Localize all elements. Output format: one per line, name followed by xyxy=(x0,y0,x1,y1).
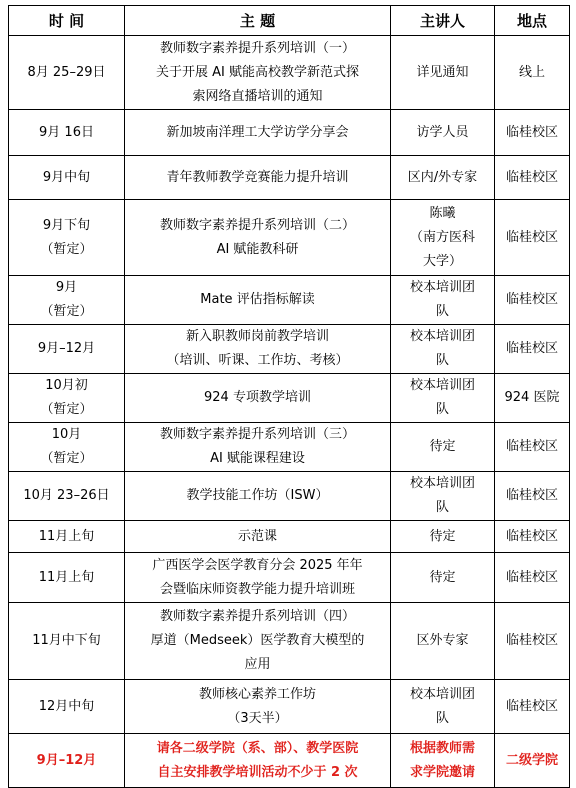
place-cell xyxy=(495,553,570,603)
topic-text: 新加坡南洋理工大学访学分享会 xyxy=(166,124,349,140)
topic-text: （培训、听课、工作坊、考核） xyxy=(166,353,349,368)
speaker-text: 待定 xyxy=(429,569,456,585)
speaker-text: 详见通知 xyxy=(416,64,469,80)
speaker-text: 区外专家 xyxy=(416,633,469,648)
place-cell xyxy=(495,156,570,200)
speaker-cell xyxy=(391,276,495,325)
place-cell xyxy=(495,200,570,276)
time-cell xyxy=(9,276,125,325)
speaker-cell xyxy=(391,680,495,734)
time-text: 10月 xyxy=(51,427,82,442)
topic-text: 924 专项教学培训 xyxy=(204,390,311,405)
speaker-text: 陈曦 xyxy=(429,205,456,221)
speaker-text: 校本培训团 xyxy=(409,329,475,344)
place-cell xyxy=(495,472,570,521)
time-cell xyxy=(9,325,125,374)
speaker-cell xyxy=(391,110,495,156)
time-text: 9月 xyxy=(55,280,78,295)
time-cell xyxy=(9,423,125,472)
table-row xyxy=(9,423,570,472)
place-cell xyxy=(495,276,570,325)
topic-cell xyxy=(125,374,391,423)
place-cell xyxy=(495,734,570,788)
time-text: （暂定） xyxy=(40,241,93,257)
topic-cell xyxy=(125,276,391,325)
speaker-cell xyxy=(391,156,495,200)
speaker-text: 校本培训团 xyxy=(409,378,475,393)
speaker-text: （南方医科 xyxy=(409,229,475,245)
topic-cell xyxy=(125,734,391,788)
place-text: 临桂校区 xyxy=(505,229,558,245)
time-text: 10月初 xyxy=(45,378,88,393)
time-cell xyxy=(9,36,125,110)
speaker-text: 校本培训团 xyxy=(409,476,475,491)
time-text: 11月上旬 xyxy=(38,569,95,585)
time-text: （暂定） xyxy=(40,304,93,319)
time-cell xyxy=(9,156,125,200)
table-row xyxy=(9,472,570,521)
time-text: 8月 25–29日 xyxy=(27,64,106,80)
time-text: 9月下旬 xyxy=(42,217,91,233)
header-time: 时 间 xyxy=(9,6,125,36)
speaker-text: 校本培训团 xyxy=(409,280,475,295)
time-text: 12月中旬 xyxy=(38,698,95,714)
table-row xyxy=(9,325,570,374)
time-cell xyxy=(9,110,125,156)
place-text: 临桂校区 xyxy=(505,488,558,503)
time-cell xyxy=(9,472,125,521)
table-row xyxy=(9,200,570,276)
topic-text: 请各二级学院（系、部）、教学医院 xyxy=(156,740,359,756)
topic-text: 教师数字素养提升系列培训（四） xyxy=(159,609,355,624)
time-cell xyxy=(9,680,125,734)
topic-text: AI 赋能教科研 xyxy=(216,241,299,257)
topic-cell xyxy=(125,680,391,734)
speaker-cell xyxy=(391,734,495,788)
speaker-text: 区内/外专家 xyxy=(407,169,478,185)
table-row xyxy=(9,734,570,788)
place-text: 二级学院 xyxy=(505,752,558,768)
time-cell xyxy=(9,200,125,276)
speaker-text: 访学人员 xyxy=(416,124,469,140)
topic-text: 应用 xyxy=(244,657,271,672)
topic-text: 厚道（Medseek）医学教育大模型的 xyxy=(150,633,365,648)
topic-text: 自主安排教学培训活动不少于 2 次 xyxy=(157,764,358,780)
place-text: 临桂校区 xyxy=(505,439,558,454)
place-text: 临桂校区 xyxy=(505,528,558,544)
place-cell xyxy=(495,110,570,156)
place-cell xyxy=(495,603,570,680)
speaker-text: 队 xyxy=(435,304,449,319)
speaker-text: 根据教师需 xyxy=(409,740,475,756)
place-text: 临桂校区 xyxy=(505,698,558,714)
topic-text: 教师数字素养提升系列培训（二） xyxy=(159,217,355,233)
speaker-cell xyxy=(391,374,495,423)
speaker-text: 队 xyxy=(435,500,449,515)
place-text: 924 医院 xyxy=(504,390,560,405)
speaker-text: 校本培训团 xyxy=(409,686,475,702)
topic-text: 教师数字素养提升系列培训（一） xyxy=(159,40,355,56)
speaker-text: 大学） xyxy=(422,253,462,269)
place-text: 临桂校区 xyxy=(505,124,558,140)
place-text: 线上 xyxy=(518,64,545,80)
topic-text: （3天半） xyxy=(227,710,288,726)
speaker-text: 队 xyxy=(435,353,449,368)
time-cell xyxy=(9,374,125,423)
topic-cell xyxy=(125,325,391,374)
speaker-cell xyxy=(391,603,495,680)
header-speaker: 主讲人 xyxy=(391,6,495,36)
time-cell xyxy=(9,603,125,680)
topic-text: 教师核心素养工作坊 xyxy=(198,686,316,702)
topic-text: 广西医学会医学教育分会 2025 年年 xyxy=(152,557,363,573)
place-text: 临桂校区 xyxy=(505,633,558,648)
topic-text: 新入职教师岗前教学培训 xyxy=(185,329,329,344)
topic-text: Mate 评估指标解读 xyxy=(200,292,315,307)
schedule-table xyxy=(8,5,570,788)
place-cell xyxy=(495,680,570,734)
speaker-cell xyxy=(391,325,495,374)
topic-text: 青年教师教学竞赛能力提升培训 xyxy=(166,169,349,185)
speaker-cell xyxy=(391,36,495,110)
place-text: 临桂校区 xyxy=(505,292,558,307)
speaker-cell xyxy=(391,200,495,276)
table-row xyxy=(9,276,570,325)
speaker-cell xyxy=(391,423,495,472)
topic-text: 关于开展 AI 赋能高校教学新范式探 xyxy=(156,64,359,80)
time-cell xyxy=(9,521,125,553)
time-text: 11月上旬 xyxy=(38,528,95,544)
time-text: （暂定） xyxy=(40,402,93,417)
place-text: 临桂校区 xyxy=(505,169,558,185)
place-cell xyxy=(495,521,570,553)
topic-cell xyxy=(125,200,391,276)
time-text: 9月–12月 xyxy=(36,752,97,768)
speaker-text: 队 xyxy=(435,402,449,417)
time-text: 9月 16日 xyxy=(39,124,94,140)
topic-text: 教师数字素养提升系列培训（三） xyxy=(159,427,355,442)
header-place: 地点 xyxy=(495,6,570,36)
place-text: 临桂校区 xyxy=(505,569,558,585)
topic-cell xyxy=(125,156,391,200)
topic-text: 索网络直播培训的通知 xyxy=(192,88,323,104)
speaker-cell xyxy=(391,521,495,553)
table-row xyxy=(9,156,570,200)
header-row xyxy=(9,6,570,36)
topic-cell xyxy=(125,110,391,156)
speaker-cell xyxy=(391,472,495,521)
place-cell xyxy=(495,374,570,423)
speaker-text: 待定 xyxy=(429,528,456,544)
time-text: 11月中下旬 xyxy=(32,633,101,648)
speaker-text: 队 xyxy=(435,710,449,726)
place-cell xyxy=(495,423,570,472)
time-text: 9月中旬 xyxy=(42,169,91,185)
table-row xyxy=(9,374,570,423)
topic-text: 教学技能工作坊（ISW） xyxy=(186,488,329,503)
table-row xyxy=(9,36,570,110)
topic-text: 会暨临床师资教学能力提升培训班 xyxy=(159,581,355,597)
table-row xyxy=(9,110,570,156)
time-cell xyxy=(9,553,125,603)
time-text: 9月–12月 xyxy=(37,341,96,356)
time-cell xyxy=(9,734,125,788)
topic-cell xyxy=(125,553,391,603)
topic-text: 示范课 xyxy=(237,528,277,544)
topic-cell xyxy=(125,36,391,110)
header-topic: 主 题 xyxy=(125,6,391,36)
table-row xyxy=(9,553,570,603)
speaker-cell xyxy=(391,553,495,603)
place-cell xyxy=(495,325,570,374)
topic-cell xyxy=(125,472,391,521)
table-row xyxy=(9,603,570,680)
place-text: 临桂校区 xyxy=(505,341,558,356)
topic-cell xyxy=(125,603,391,680)
topic-text: AI 赋能课程建设 xyxy=(210,451,305,466)
time-text: （暂定） xyxy=(40,451,93,466)
time-text: 10月 23–26日 xyxy=(23,488,110,503)
speaker-text: 待定 xyxy=(429,439,456,454)
speaker-text: 求学院邀请 xyxy=(409,764,475,780)
table-row xyxy=(9,521,570,553)
place-cell xyxy=(495,36,570,110)
table-row xyxy=(9,680,570,734)
topic-cell xyxy=(125,521,391,553)
topic-cell xyxy=(125,423,391,472)
